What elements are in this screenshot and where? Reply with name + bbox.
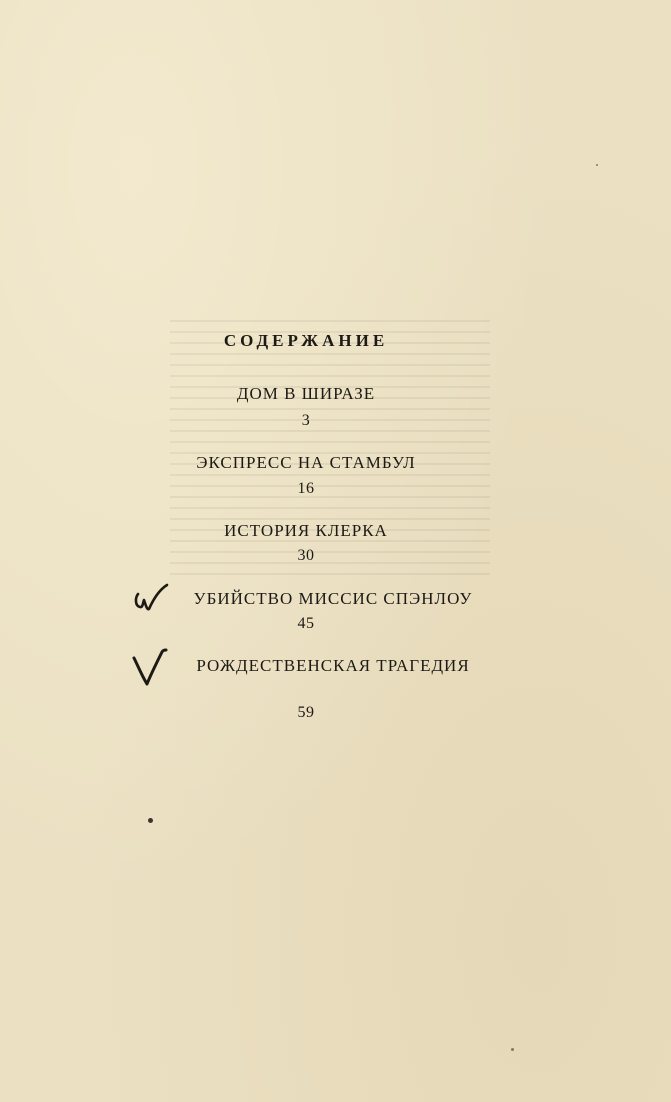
checkmark-icon	[130, 648, 172, 688]
paper-speck	[148, 818, 153, 823]
paper-speck	[596, 164, 598, 166]
checkmark-icon	[132, 582, 170, 614]
toc-entry-page: 16	[297, 480, 315, 497]
toc-entry-page: 45	[297, 615, 315, 632]
toc-entry-title: ИСТОРИЯ КЛЕРКА	[224, 521, 388, 540]
toc-entry-title: УБИЙСТВО МИССИС СПЭНЛОУ	[193, 589, 473, 608]
toc-entry-page: 30	[297, 547, 315, 564]
toc-entry-page: 3	[301, 412, 311, 429]
toc-entry-title: ЭКСПРЕСС НА СТАМБУЛ	[196, 453, 416, 472]
toc-entry-page: 59	[297, 704, 315, 721]
toc-entry-title: ДОМ В ШИРАЗЕ	[236, 384, 376, 403]
toc-heading: СОДЕРЖАНИЕ	[223, 331, 389, 350]
paper-speck	[511, 1048, 514, 1051]
toc-entry-title: РОЖДЕСТВЕНСКАЯ ТРАГЕДИЯ	[196, 656, 470, 675]
